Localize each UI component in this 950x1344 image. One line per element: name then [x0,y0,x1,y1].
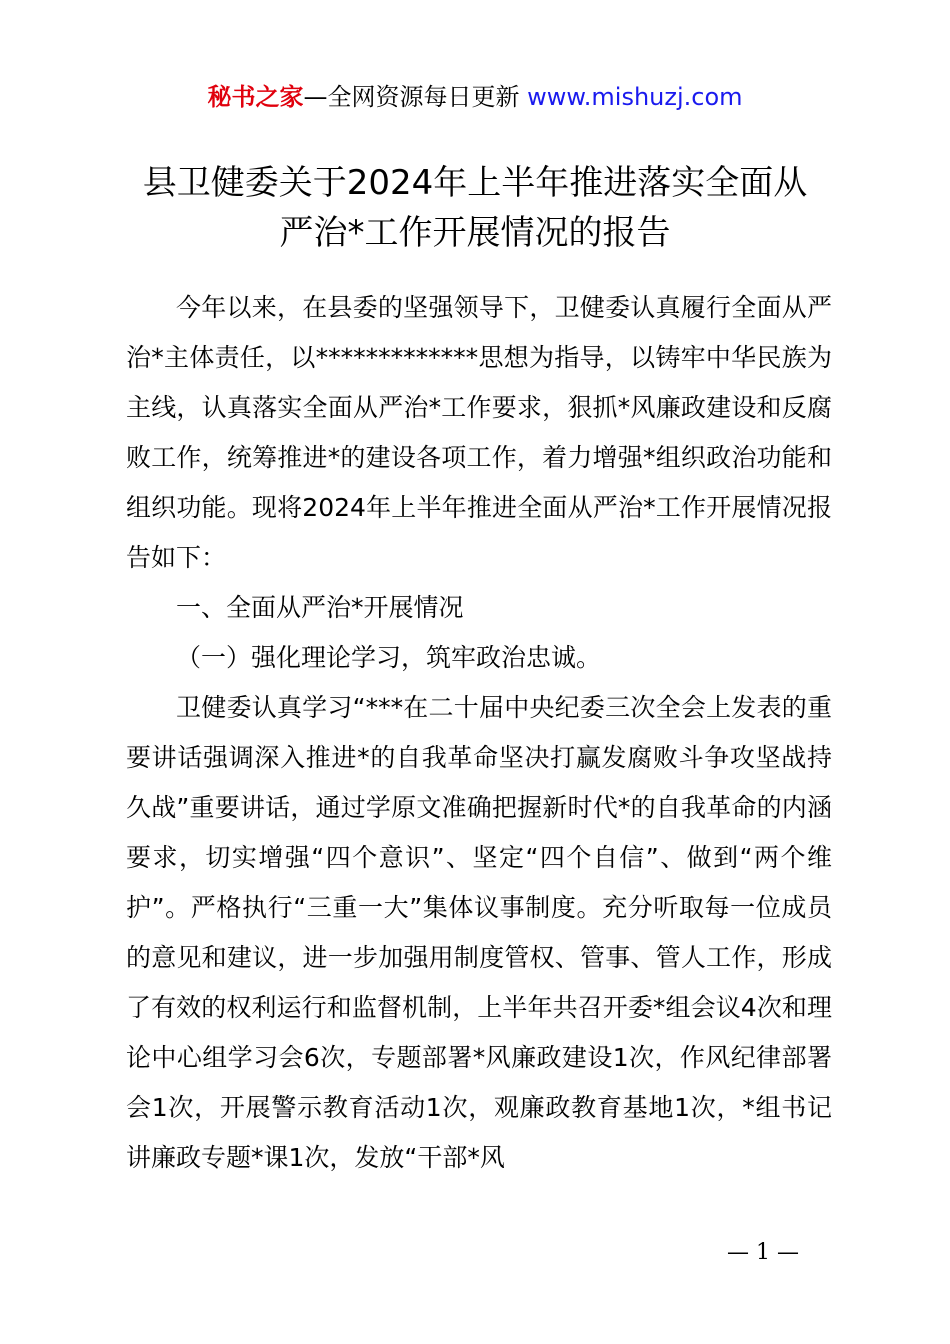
subsection-heading: （一）强化理论学习，筑牢政治忠诚。 [176,643,602,672]
page-number: — 1 — [727,1240,799,1265]
document-title [110,158,840,258]
document-body [126,283,832,1183]
section-heading: 一、全面从严治*开展情况 [176,593,464,622]
intro-paragraph: 今年以来，在县委的坚强领导下，卫健委认真履行全面从严治*主体责任，以*************思想为指导，以铸牢中华民族为主线，认真落实全面从严治*工作要求，狠抓*风廉政建设和反腐败工作，统筹推进*的建设各项工作，着力增强*组织政治功能和组织功能。现将2024年上半年推进全面从严治*工作开展情况报告如下： [126,293,832,572]
title-line-1: 县卫健委关于2024年上半年推进落实全面从 [142,163,808,203]
site-slogan: —全网资源每日更新 [303,83,520,111]
body-paragraph: 卫健委认真学习“***在二十届中央纪委三次全会上发表的重要讲话强调深入推进*的自我革命坚决打赢发腐败斗争攻坚战持久战”重要讲话，通过学原文准确把握新时代*的自我革命的内涵要求，切实增强“四个意识”、坚定“四个自信”、做到“两个维护”。严格执行“三重一大”集体议事制度。充分听取每一位成员的意见和建议，进一步加强用制度管权、管事、管人工作，形成了有效的权利运行和监督机制，上半年共召开委*组会议4次和理论中心组学习会6次，专题部署*风廉政建设1次，作风纪律部署会1次，开展警示教育活动1次，观廉政教育基地1次，*组书记讲廉政专题*课1次，发放“干部*风 [126,693,832,1172]
site-brand: 秘书之家 [207,83,304,111]
site-header [0,80,950,114]
title-line-2: 严治*工作开展情况的报告 [279,213,671,253]
site-url-link[interactable]: www.mishuzj.com [527,83,743,111]
